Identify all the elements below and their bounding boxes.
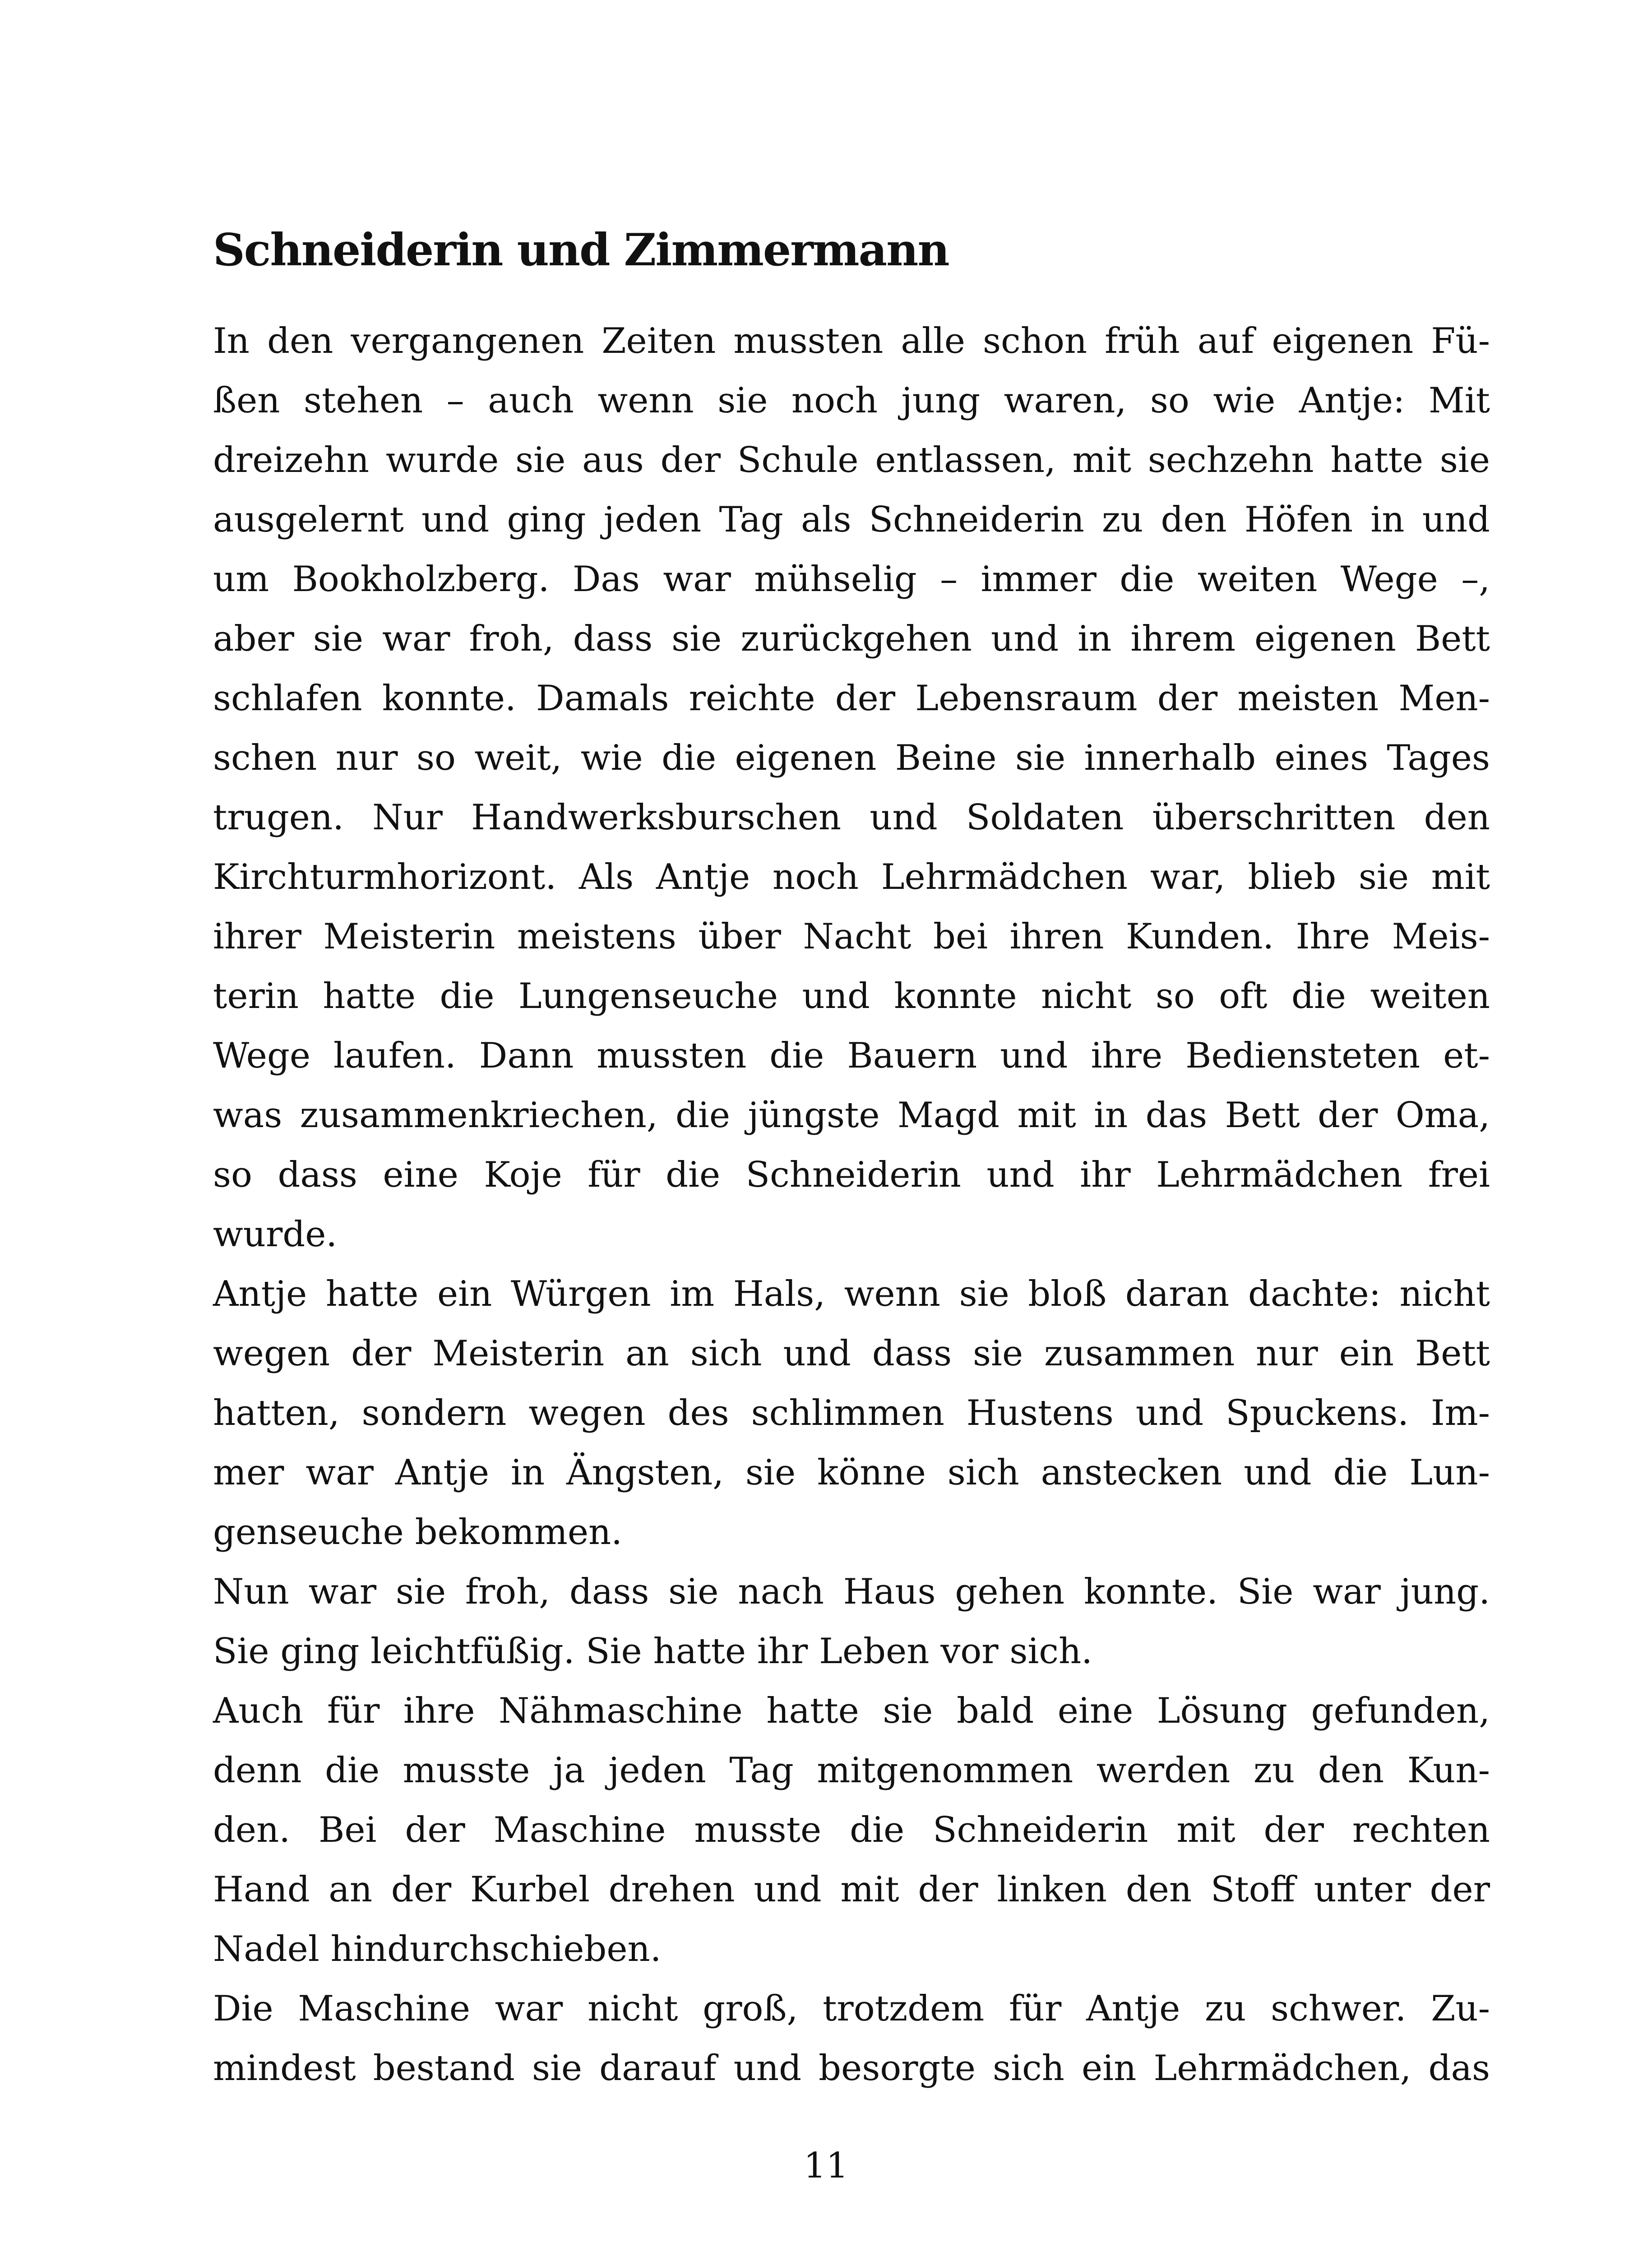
text-line: schen nur so weit, wie die eigenen Beine sie innerhalb eines Tages <box>213 738 1490 778</box>
text-line: Nun war sie froh, dass sie nach Haus gehen konnte. Sie war jung. <box>213 1572 1490 1612</box>
page-number: 11 <box>803 2145 849 2186</box>
text-line: was zusammenkriechen, die jüngste Magd mit in das Bett der Oma, <box>213 1095 1490 1136</box>
text-line: ßen stehen – auch wenn sie noch jung waren, so wie Antje: Mit <box>213 380 1490 421</box>
chapter-title: Schneiderin und Zimmermann <box>213 224 949 276</box>
text-line: aber sie war froh, dass sie zurückgehen und in ihrem eigenen Bett <box>213 619 1490 659</box>
text-line: wegen der Meisterin an sich und dass sie zusammen nur ein Bett <box>213 1333 1490 1374</box>
text-line: Die Maschine war nicht groß, trotzdem für Antje zu schwer. Zu- <box>213 1988 1490 2029</box>
text-line: dreizehn wurde sie aus der Schule entlassen, mit sechzehn hatte sie <box>213 440 1490 481</box>
text-line: terin hatte die Lungenseuche und konnte nicht so oft die weiten <box>213 976 1490 1017</box>
text-line: Kirchturmhorizont. Als Antje noch Lehrmädchen war, blieb sie mit <box>213 857 1490 897</box>
text-line: In den vergangenen Zeiten mussten alle schon früh auf eigenen Fü- <box>213 321 1490 361</box>
text-line: Antje hatte ein Würgen im Hals, wenn sie bloß daran dachte: nicht <box>213 1274 1490 1314</box>
text-line: Sie ging leichtfüßig. Sie hatte ihr Leben vor sich. <box>213 1631 1093 1672</box>
text-line: ihrer Meisterin meistens über Nacht bei ihren Kunden. Ihre Meis- <box>213 916 1490 957</box>
text-line: denn die musste ja jeden Tag mitgenommen werden zu den Kun- <box>213 1750 1490 1791</box>
text-line: ausgelernt und ging jeden Tag als Schneiderin zu den Höfen in und <box>213 499 1490 540</box>
text-line: genseuche bekommen. <box>213 1512 623 1553</box>
text-line: Nadel hindurchschieben. <box>213 1929 662 1969</box>
body-text <box>213 311 1490 2098</box>
text-line: um Bookholzberg. Das war mühselig – immer die weiten Wege –, <box>213 559 1490 600</box>
text-line: mindest bestand sie darauf und besorgte sich ein Lehrmädchen, das <box>213 2048 1490 2089</box>
text-line: den. Bei der Maschine musste die Schneiderin mit der rechten <box>213 1810 1490 1850</box>
text-line: wurde. <box>213 1214 338 1255</box>
text-line: so dass eine Koje für die Schneiderin und ihr Lehrmädchen frei <box>213 1155 1490 1195</box>
text-line: schlafen konnte. Damals reichte der Lebensraum der meisten Men- <box>213 678 1490 719</box>
text-line: Wege laufen. Dann mussten die Bauern und ihre Bediensteten et- <box>213 1036 1490 1076</box>
text-line: Auch für ihre Nähmaschine hatte sie bald eine Lösung gefunden, <box>213 1691 1490 1731</box>
text-line: trugen. Nur Handwerksburschen und Soldaten überschritten den <box>213 797 1490 838</box>
text-line: hatten, sondern wegen des schlimmen Hustens und Spuckens. Im- <box>213 1393 1490 1433</box>
text-line: Hand an der Kurbel drehen und mit der linken den Stoff unter der <box>213 1869 1490 1910</box>
text-line: mer war Antje in Ängsten, sie könne sich anstecken und die Lun- <box>213 1452 1490 1493</box>
